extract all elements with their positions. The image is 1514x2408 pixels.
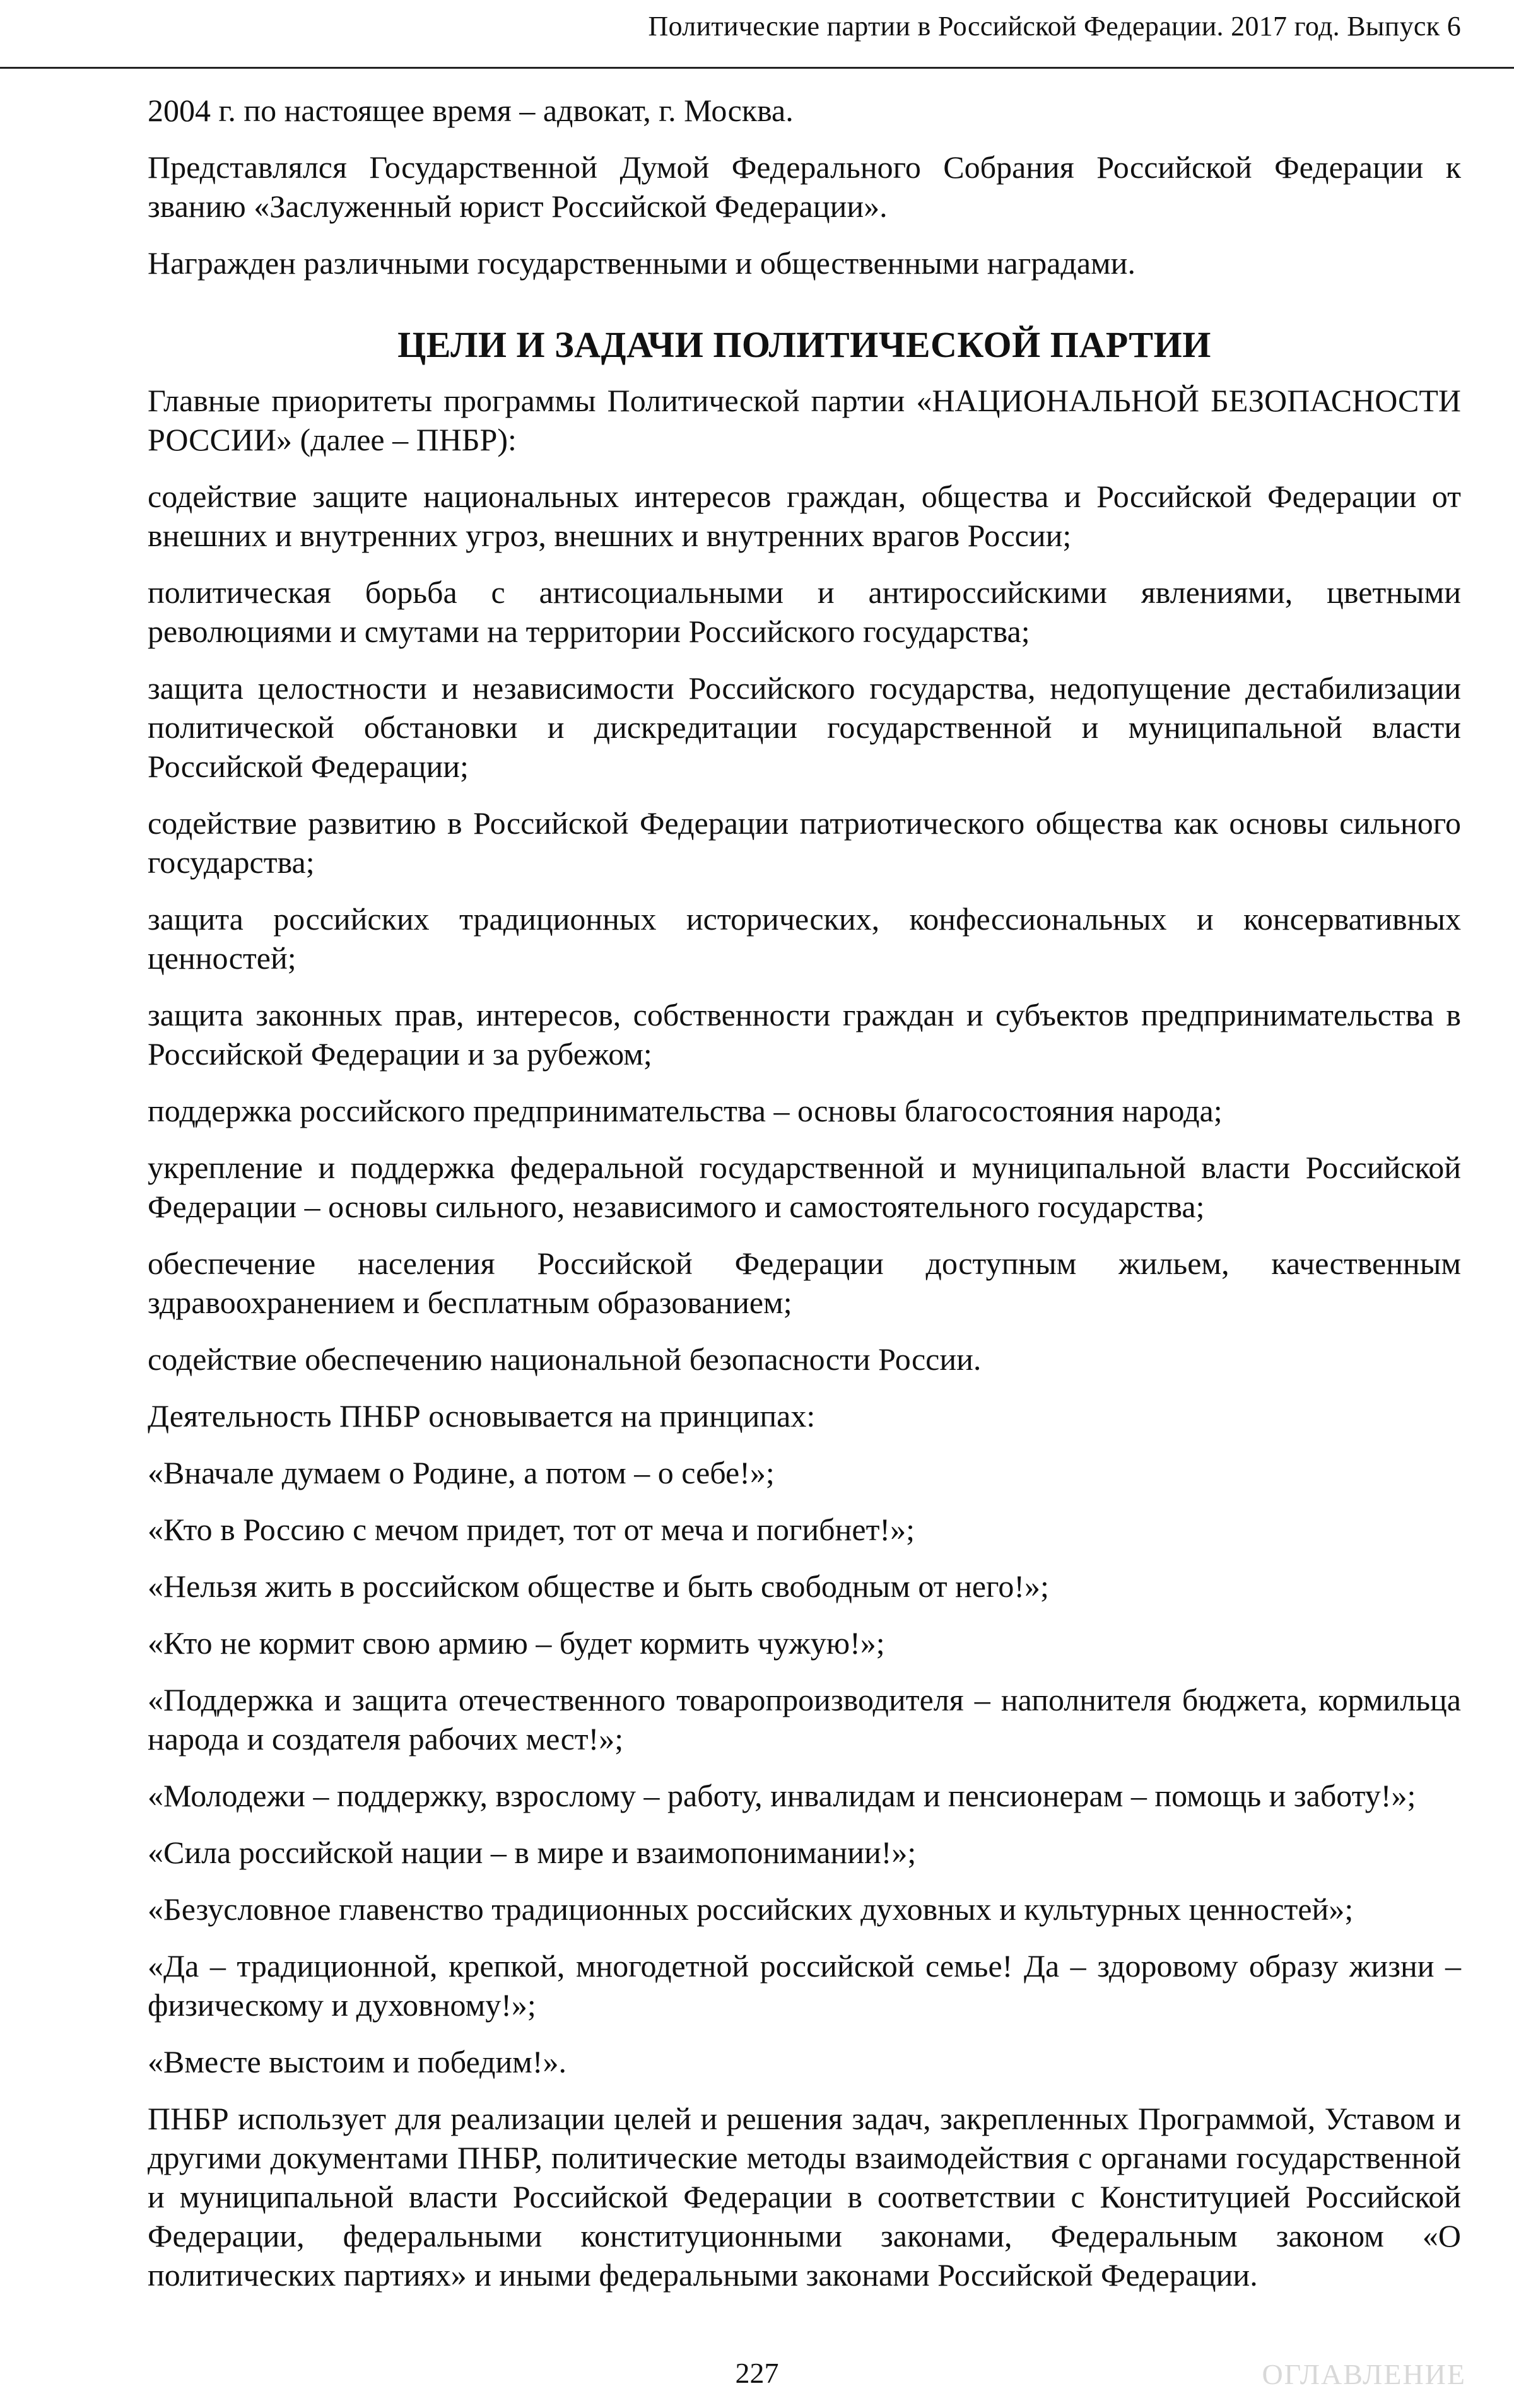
intro-paragraph: Награжден различными государственными и общественными наградами.: [148, 245, 1136, 281]
priority-item: содействие обеспечению национальной безопасности России.: [148, 1341, 982, 1377]
header-divider: [0, 67, 1514, 69]
page-number: 227: [735, 2357, 779, 2389]
priority-item: защита целостности и независимости Российского государства, недопущение дестабилизации политической обстановки и дискредитации государственной и муниципальной власти Российской Федерации;: [148, 670, 1461, 784]
principles-intro: Деятельность ПНБР основывается на принципах:: [148, 1398, 816, 1434]
section-heading: ЦЕЛИ И ЗАДАЧИ ПОЛИТИЧЕСКОЙ ПАРТИИ: [397, 324, 1211, 365]
principle-item: «Безусловное главенство традиционных российских духовных и культурных ценностей»;: [148, 1891, 1354, 1927]
principle-item: «Кто не кормит свою армию – будет кормить чужую!»;: [148, 1625, 885, 1661]
section-paragraph: Главные приоритеты программы Политической партии «НАЦИОНАЛЬНОЙ БЕЗОПАСНОСТИ РОССИИ» (далее – ПНБР):: [148, 383, 1461, 457]
priority-item: защита российских традиционных исторических, конфессиональных и консервативных ценностей;: [148, 901, 1461, 976]
toc-link[interactable]: ОГЛАВЛЕНИЕ: [1262, 2358, 1466, 2390]
methods-paragraph: ПНБР использует для реализации целей и решения задач, закрепленных Программой, Уставом и другими документами ПНБР, политические методы взаимодействия с органами государственной и муниципальной власти Российской Федерации в соответствии с Конституцией Российской Федерации, федеральными конституционными законами, Федеральным законом «О политических партиях» и иными федеральными законами Российской Федерации.: [148, 2101, 1461, 2293]
priority-item: поддержка российского предпринимательства – основы благосостояния народа;: [148, 1093, 1223, 1128]
principle-item: «Кто в Россию с мечом придет, тот от меча и погибнет!»;: [148, 1512, 915, 1547]
priority-item: содействие защите национальных интересов граждан, общества и Российской Федерации от внешних и внутренних угроз, внешних и внутренних врагов России;: [148, 479, 1461, 553]
principle-item: «Нельзя жить в российском обществе и быть свободным от него!»;: [148, 1569, 1049, 1604]
principle-item: «Сила российской нации – в мире и взаимопонимании!»;: [148, 1835, 917, 1870]
running-header-title: Политические партии в Российской Федерации. 2017 год. Выпуск 6: [648, 11, 1461, 42]
intro-paragraph: 2004 г. по настоящее время – адвокат, г. Москва.: [148, 93, 794, 128]
principle-item: «Вместе выстоим и победим!».: [148, 2044, 566, 2079]
principle-item: «Да – традиционной, крепкой, многодетной российской семье! Да – здоровому образу жизни – физическому и духовному!»;: [148, 1948, 1461, 2023]
priority-item: обеспечение населения Российской Федерации доступным жильем, качественным здравоохранением и бесплатным образованием;: [148, 1246, 1461, 1320]
priority-item: политическая борьба с антисоциальными и антироссийскими явлениями, цветными революциями и смутами на территории Российского государства;: [148, 575, 1461, 649]
principle-item: «Вначале думаем о Родине, а потом – о себе!»;: [148, 1455, 775, 1490]
principle-item: «Молодежи – поддержку, взрослому – работу, инвалидам и пенсионерам – помощь и заботу!»;: [148, 1778, 1416, 1813]
page-content: [148, 91, 1461, 2312]
priority-item: защита законных прав, интересов, собственности граждан и субъектов предпринимательства в Российской Федерации и за рубежом;: [148, 997, 1461, 1072]
priority-item: содействие развитию в Российской Федерации патриотического общества как основы сильного государства;: [148, 805, 1461, 880]
principle-item: «Поддержка и защита отечественного товаропроизводителя – наполнителя бюджета, кормильца народа и создателя рабочих мест!»;: [148, 1682, 1461, 1756]
priority-item: укрепление и поддержка федеральной государственной и муниципальной власти Российской Федерации – основы сильного, независимого и самостоятельного государства;: [148, 1150, 1461, 1224]
intro-paragraph: Представлялся Государственной Думой Федерального Собрания Российской Федерации к званию «Заслуженный юрист Российской Федерации».: [148, 149, 1461, 224]
